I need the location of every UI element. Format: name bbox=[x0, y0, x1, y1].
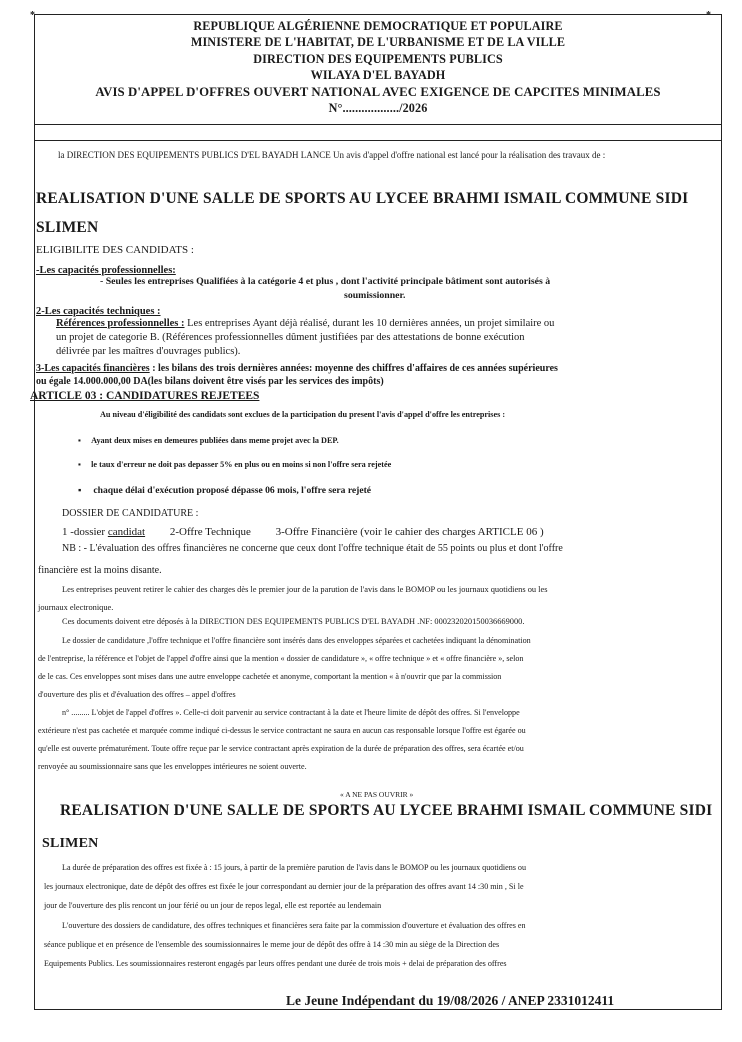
ouverture-text: séance publique et en présence de l'ensemble des soumissionnaires le meme jour de dépôt des offre à 14 :30 min au siège de la Direction des bbox=[44, 940, 500, 949]
dossier-item-1-word: candidat bbox=[107, 526, 146, 538]
dossier-items bbox=[62, 526, 544, 538]
tech-ref-label: Références professionnelles : bbox=[56, 318, 185, 329]
project-title: REALISATION D'UNE SALLE DE SPORTS AU LYCEE BRAHMI ISMAIL COMMUNE SIDI bbox=[36, 190, 689, 207]
dossier-item-1: 1 -dossier bbox=[62, 526, 108, 538]
tech-ref-text: Les entreprises Ayant déjà réalisé, durant les 10 dernières années, un projet similaire ou bbox=[184, 318, 555, 329]
duree-text: les journaux electronique, date de dépôt des offres est fixée le jour correspondant au dernier jour de la préparation des offres avant 14 :30 min , Si le bbox=[44, 882, 524, 891]
fin-capacity-text-2: ou égale 14.000.000,00 DA(les bilans doivent être visés par les services des impôts) bbox=[36, 376, 384, 387]
duree-text: La durée de préparation des offres est fixée à : 15 jours, à partir de la première parution de l'avis dans le BOMOP ou les journaux quotidiens ou bbox=[62, 863, 527, 872]
project-title-cont: SLIMEN bbox=[36, 219, 99, 236]
fin-capacity-text bbox=[36, 363, 558, 374]
intro-text: la DIRECTION DES EQUIPEMENTS PUBLICS D'EL BAYADH LANCE Un avis d'appel d'offre national est lancé pour la réalisation des travaux de : bbox=[58, 150, 606, 160]
duree-text: jour de l'ouverture des plis rencont un jour férié ou un jour de repos legal, elle est reportée au lendemain bbox=[44, 901, 382, 910]
dossier-paragraph: renvoyée au soumissionnaire sans que les enveloppes intérieures ne soient ouverte. bbox=[38, 762, 307, 771]
dossier-paragraph: qu'elle est ouverte prématurément. Toute offre reçue par le service contractant après expiration de la durée de préparation des offres, sera écartée et/ou bbox=[38, 744, 524, 753]
tech-capacity-text-3: délivrée par les maîtres d'ouvrages publics). bbox=[56, 346, 241, 357]
header-avis-title: AVIS D'APPEL D'OFFRES OUVERT NATIONAL AVEC EXIGENCE DE CAPCITES MINIMALES bbox=[95, 84, 661, 99]
tech-capacity-text bbox=[56, 318, 554, 329]
header-number: N°................../2026 bbox=[328, 101, 428, 116]
prof-capacity-heading: -Les capacités professionnelles: bbox=[36, 265, 176, 276]
retrait-text: Les entreprises peuvent retirer le cahier des charges dès le premier jour de la parution de l'avis dans le BOMOP ou les journaux quotidiens ou les bbox=[62, 585, 548, 594]
tech-capacity-text-2: un projet de categorie B. (Références professionnelles dûment justifiées par des attestations de bonne exécution bbox=[56, 332, 525, 343]
article3-item: ▪ Ayant deux mises en demeures publiées dans meme projet avec la DEP. bbox=[78, 436, 339, 445]
dossier-item-2: 2-Offre Technique bbox=[169, 526, 251, 538]
header-ministry: MINISTERE DE L'HABITAT, DE L'URBANISME ET DE LA VILLE bbox=[190, 35, 566, 50]
header-republic: REPUBLIQUE ALGÉRIENNE DEMOCRATIQUE ET POPULAIRE bbox=[193, 19, 563, 33]
dossier-item-3: 3-Offre Financière (voir le cahier des charges ARTICLE 06 ) bbox=[275, 526, 544, 538]
document-header bbox=[34, 18, 722, 116]
article3-item-text: chaque délai d'exécution proposé dépasse 06 mois, l'offre sera rejeté bbox=[93, 485, 372, 496]
article3-item-text: Ayant deux mises en demeures publiées dans meme projet avec la DEP. bbox=[91, 436, 339, 445]
dossier-paragraph: n° ......... L'objet de l'appel d'offres ». Celle-ci doit parvenir au service contractant à la date et l'heure limite de dépôt des offres. Si l'enveloppe bbox=[62, 708, 520, 717]
header-wilaya: WILAYA D'EL BAYADH bbox=[310, 68, 446, 83]
dossier-heading: DOSSIER DE CANDIDATURE : bbox=[62, 508, 199, 519]
prof-capacity-text: - Seules les entreprises Qualifiées à la catégorie 4 et plus , dont l'activité principale bâtiment sont autorisés à bbox=[100, 276, 551, 287]
ouverture-text: L'ouverture des dossiers de candidature, des offres techniques et financières sera faite par la commission d'ouverture et évaluation des offres en bbox=[62, 921, 526, 930]
project-title-repeat: REALISATION D'UNE SALLE DE SPORTS AU LYCEE BRAHMI ISMAIL COMMUNE SIDI bbox=[60, 802, 713, 819]
header-direction: DIRECTION DES EQUIPEMENTS PUBLICS bbox=[253, 51, 503, 66]
fin-capacity-detail: : les bilans des trois dernières années: moyenne des chiffres d'affaires de ces années supérieures bbox=[149, 363, 558, 374]
prof-capacity-text-cont: soumissionner. bbox=[344, 290, 406, 301]
ne-pas-ouvrir-mention: « A NE PAS OUVRIR » bbox=[340, 790, 414, 799]
dossier-paragraph: extérieure n'est pas cachetée et marquée comme indiqué ci-dessus le service contractant ne saura en aucun cas responsable lorsque l'offre est égarée ou bbox=[38, 726, 526, 735]
tech-capacity-heading: 2-Les capacités techniques : bbox=[36, 306, 161, 317]
fin-capacity-heading: 3-Les capacités financières bbox=[36, 363, 150, 374]
dossier-paragraph: d'ouverture des plis et d'évaluation des offres – appel d'offres bbox=[38, 690, 236, 699]
eligibility-heading: ELIGIBILITE DES CANDIDATS : bbox=[36, 244, 194, 256]
nb-text-cont: financière est la moins disante. bbox=[38, 565, 162, 576]
ouverture-text: Equipements Publics. Les soumissionnaires resteront engagés par leurs offres pendant une durée de trois mois + delai de préparation des offres bbox=[44, 959, 507, 968]
depot-text: Ces documents doivent etre déposés à la DIRECTION DES EQUIPEMENTS PUBLICS D'EL BAYADH .NF: 000232020150036669000. bbox=[62, 617, 525, 626]
project-title-repeat-cont: SLIMEN bbox=[42, 836, 99, 851]
article3-intro: Au niveau d'éligibilité des candidats sont exclues de la participation du present l'avis d'appel d'offre les entreprises : bbox=[100, 410, 506, 419]
dossier-paragraph: de le cas. Ces enveloppes sont mises dans une autre enveloppe cachetée et anonyme, comportant la mention « à n'ouvrir que par la commission bbox=[38, 672, 502, 681]
dossier-paragraph: Le dossier de candidature ,l'offre technique et l'offre financière sont insérés dans des enveloppes séparées et cachetées indiquant la dénomination bbox=[62, 636, 531, 645]
article3-heading: ARTICLE 03 : CANDIDATURES REJETEES bbox=[30, 390, 260, 402]
retrait-text-cont: journaux electronique. bbox=[38, 603, 114, 612]
dossier-paragraph: de l'entreprise, la référence et l'objet de l'appel d'offre ainsi que la mention « dossier de candidature », « offre technique » et « offre financière », selon bbox=[38, 654, 524, 663]
publication-footer: Le Jeune Indépendant du 19/08/2026 / ANEP 2331012411 bbox=[283, 993, 617, 1009]
corner-mark: * bbox=[706, 10, 711, 21]
article3-item: ▪ le taux d'erreur ne doit pas depasser 5% en plus ou en moins si non l'offre sera rejetée bbox=[78, 460, 392, 469]
header-divider bbox=[34, 140, 722, 141]
header-divider bbox=[34, 124, 722, 125]
corner-mark: * bbox=[30, 10, 35, 21]
nb-text: NB : - L'évaluation des offres financières ne concerne que ceux dont l'offre technique était de 55 points ou plus et dont l'offre bbox=[62, 543, 563, 554]
article3-item-text: le taux d'erreur ne doit pas depasser 5% en plus ou en moins si non l'offre sera rejetée bbox=[91, 460, 392, 469]
article3-item: ▪ chaque délai d'exécution proposé dépasse 06 mois, l'offre sera rejeté bbox=[78, 485, 372, 496]
